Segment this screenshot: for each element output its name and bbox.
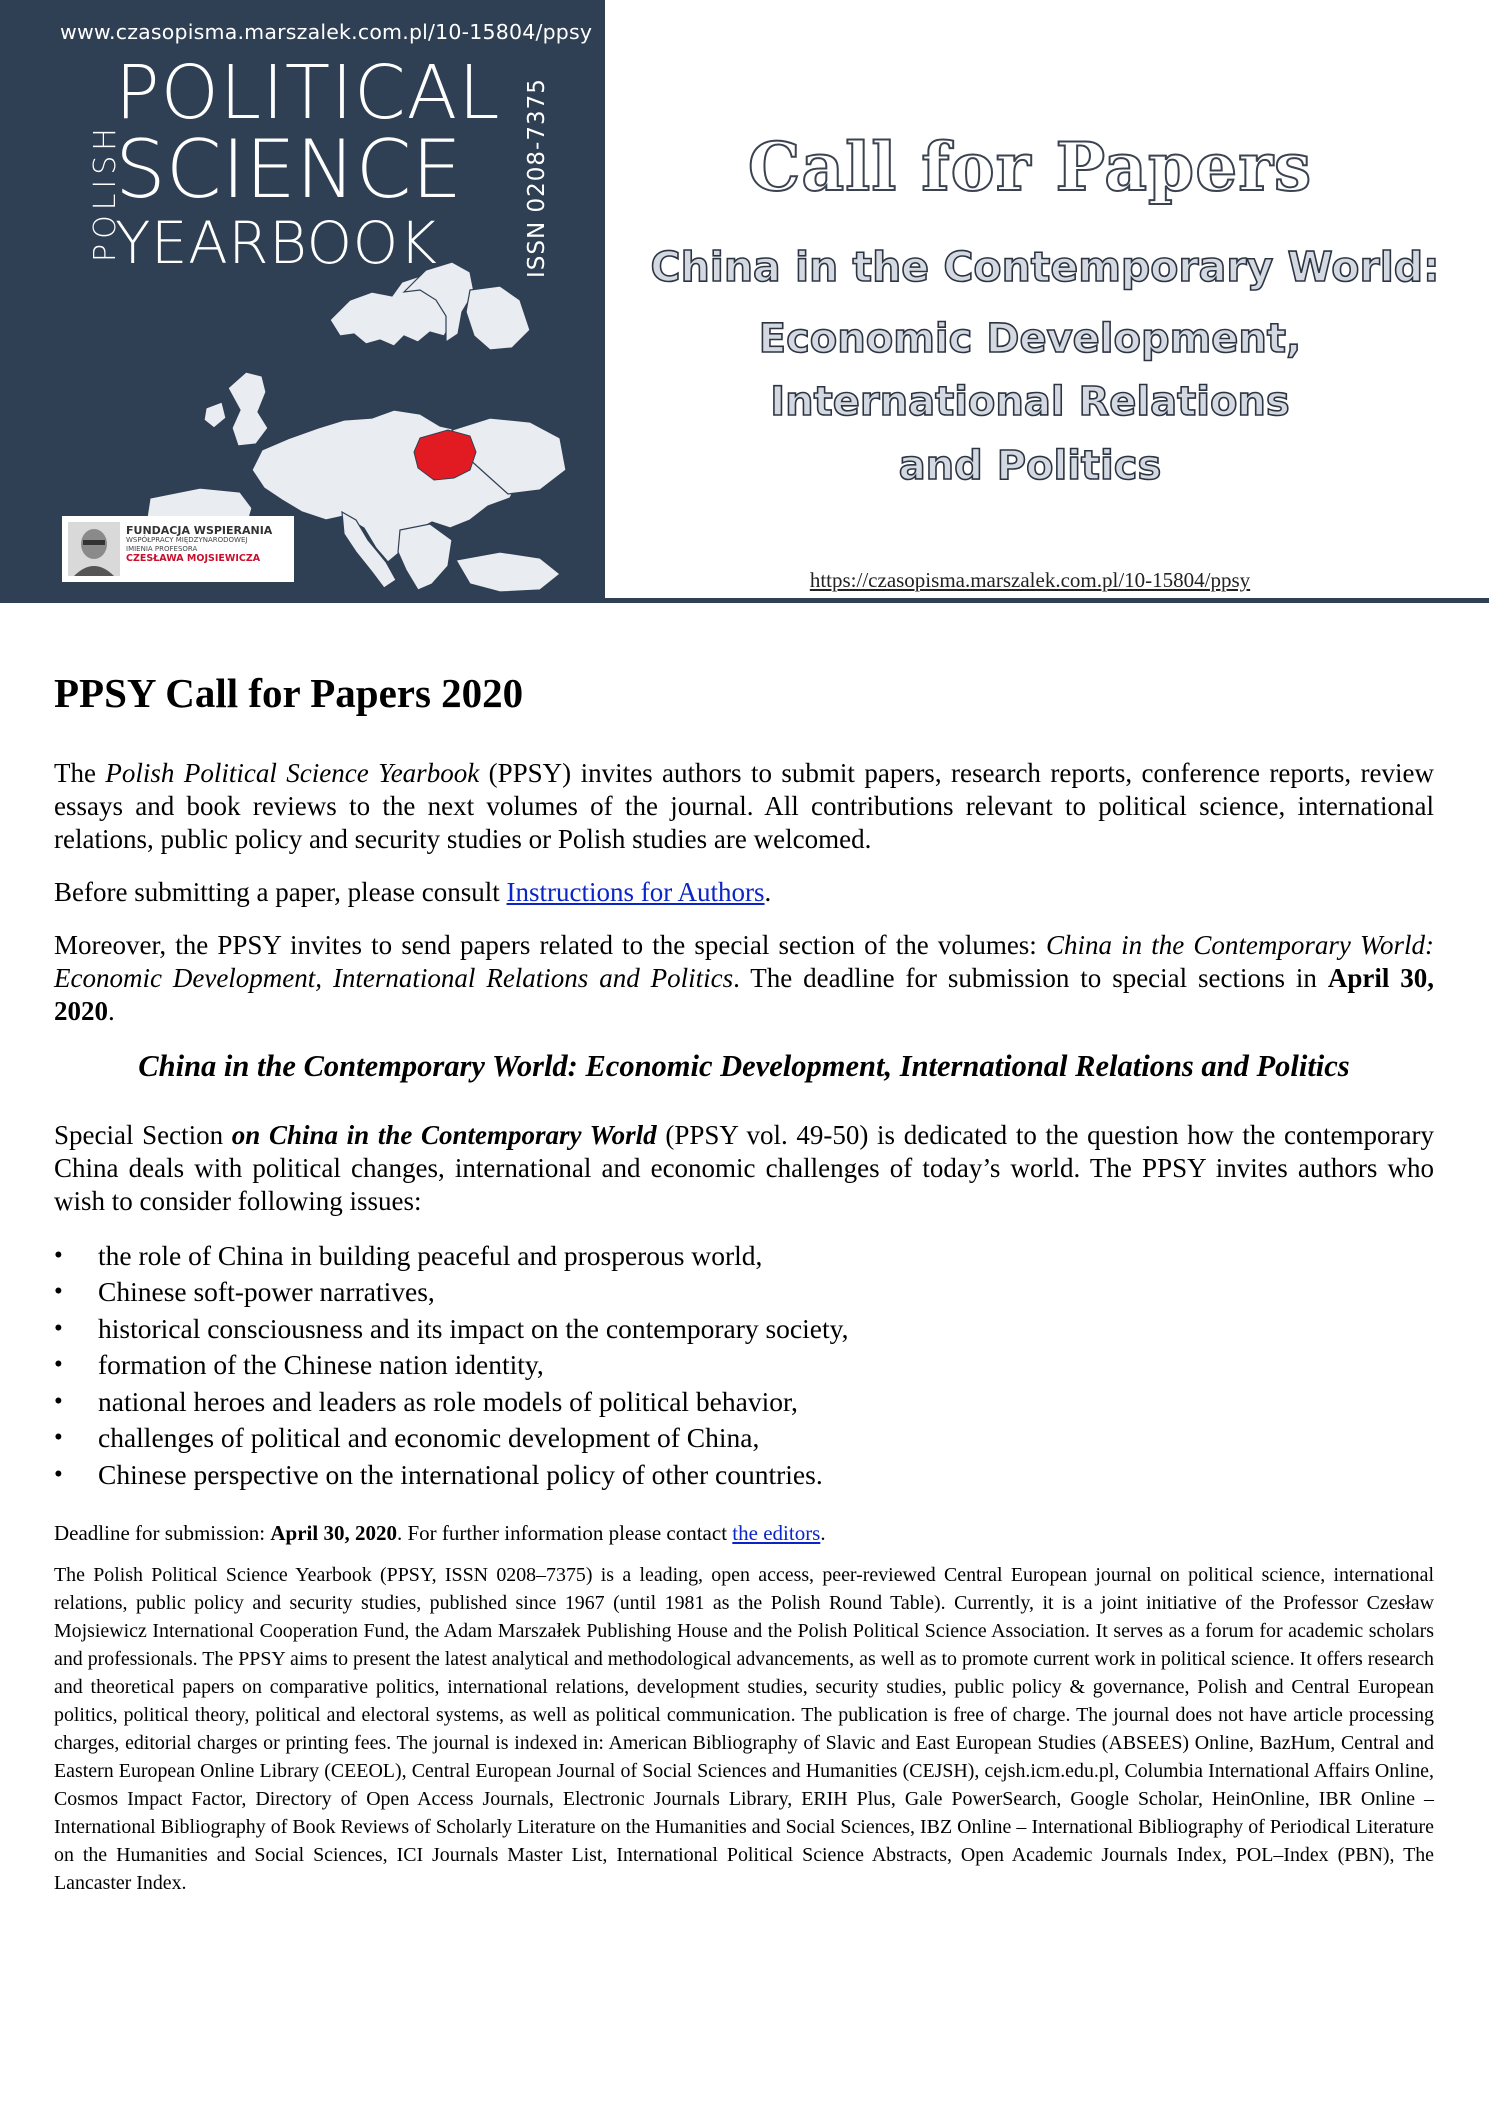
editors-link[interactable]: the editors xyxy=(732,1521,821,1546)
cover-url: www.czasopisma.marszalek.com.pl/10-15804/ppsy xyxy=(60,20,593,44)
cover-journal-title xyxy=(115,50,501,277)
list-item: • challenges of political and economic development of China, xyxy=(54,1420,1434,1457)
deadline-label: Deadline for submission: xyxy=(54,1521,271,1546)
special-text: Moreover, the PPSY invites to send papers related to the special section of the volumes: xyxy=(54,930,1046,961)
section-desc-start: Special Section xyxy=(54,1119,232,1150)
instructions-text: Before submitting a paper, please consult xyxy=(54,877,507,908)
foundation-line2: WSPÓŁPRACY MIĘDZYNARODOWEJ xyxy=(126,536,248,544)
intro-rest: (PPSY) invites authors to submit papers, research reports, conference reports, review essays and book reviews to the next volumes of the journal. All contributions relevant to political science, international relations, public policy and security studies or Polish studies are welcomed. xyxy=(54,758,1434,855)
cover-title-line2: SCIENCE xyxy=(115,123,463,216)
list-item: • national heroes and leaders as role models of political behavior, xyxy=(54,1384,1434,1421)
deadline-rest: . For further information please contact xyxy=(396,1521,733,1546)
issues-list xyxy=(54,1238,1434,1494)
journal-website-link[interactable]: https://czasopisma.marszalek.com.pl/10-15804/ppsy xyxy=(809,568,1251,592)
deadline-end: . xyxy=(820,1521,826,1546)
banner-subtitle-line2: Economic Development, xyxy=(758,316,1302,362)
journal-cover xyxy=(0,0,605,603)
special-section-paragraph xyxy=(54,929,1434,1028)
banner-subtitle-line1: China in the Contemporary World: xyxy=(650,243,1440,291)
main-content xyxy=(54,670,1434,1897)
about-journal-paragraph: The Polish Political Science Yearbook (PPSY, ISSN 0208–7375) is a leading, open access, peer-reviewed Central European journal on political science, international relations, public policy and security studies, published since 1967 (until 1981 as the Polish Round Table). Currently, it is a joint initiative of the Professor Czesław Mojsiewicz International Cooperation Fund, the Adam Marszałek Publishing House and the Polish Political Science Association. It serves as a forum for academic scholars and professionals. The PPSY aims to present the latest analytical and methodological advancements, as well as to promote current work in political science. It offers research and theoretical papers on comparative politics, international relations, development studies, security studies, public policy & governance, Polish and Central European politics, political theory, political and electoral systems, as well as political communication. The publication is free of charge. The journal does not have article processing charges, editorial charges or printing fees. The journal is indexed in: American Bibliography of Slavic and East European Studies (ABSEES) Online, BazHum, Central and Eastern European Online Library (CEEOL), Central European Journal of Social Sciences and Humanities (CEJSH), cejsh.icm.edu.pl, Columbia International Affairs Online, Cosmos Impact Factor, Directory of Open Access Journals, Electronic Journals Library, ERIH Plus, Gale PowerSearch, Google Scholar, HeinOnline, IBR Online – International Bibliography of Book Reviews of Scholarly Literature on the Humanities and Social Sciences, IBZ Online – International Bibliography of Periodical Literature on the Humanities and Social Sciences, ICI Journals Master List, International Political Science Abstracts, Open Academic Journals Index, POL–Index (PBN), The Lancaster Index. xyxy=(54,1564,1434,1895)
special-end: . xyxy=(108,996,115,1027)
deadline-date: April 30, 2020 xyxy=(270,1521,397,1546)
intro-paragraph xyxy=(54,757,1434,856)
deadline-paragraph xyxy=(54,1519,1434,1547)
instructions-end: . xyxy=(764,877,772,908)
section-description xyxy=(54,1119,1434,1218)
cover-polish-vertical: POLISH xyxy=(88,123,123,262)
list-item: • the role of China in building peaceful and prosperous world, xyxy=(54,1238,1434,1275)
foundation-logo xyxy=(62,516,294,582)
foundation-line3: IMIENIA PROFESORA xyxy=(126,544,198,553)
special-section-title: China in the Contemporary World: Economic Development, International Relations and Politics xyxy=(54,930,1434,994)
foundation-line1: FUNDACJA WSPIERANIA xyxy=(126,524,273,537)
call-for-papers-title: Call for Papers xyxy=(747,128,1313,206)
banner-subtitle-line4: and Politics xyxy=(898,443,1162,489)
special-deadline-date: April 30, 2020 xyxy=(54,963,1434,1027)
list-item: • Chinese perspective on the international policy of other countries. xyxy=(54,1457,1434,1494)
foundation-line4: CZESŁAWA MOJSIEWICZA xyxy=(126,553,261,564)
intro-the: The xyxy=(54,758,106,789)
banner-divider xyxy=(0,598,1489,603)
cover-title-line1: POLITICAL xyxy=(115,50,501,136)
cover-title-line3: YEARBOOK xyxy=(115,209,438,277)
instructions-for-authors-link[interactable]: Instructions for Authors xyxy=(506,877,765,908)
instructions-paragraph xyxy=(54,876,1434,909)
list-item: • historical consciousness and its impact on the contemporary society, xyxy=(54,1311,1434,1348)
list-item: • formation of the Chinese nation identity, xyxy=(54,1347,1434,1384)
banner-title-area xyxy=(605,0,1489,603)
portrait-image xyxy=(68,522,120,576)
cover-issn-vertical: ISSN 0208-7375 xyxy=(524,78,550,278)
banner-subtitle-line3: International Relations xyxy=(770,379,1290,425)
list-item: • Chinese soft-power narratives, xyxy=(54,1274,1434,1311)
header-banner xyxy=(0,0,1489,603)
section-desc-bold: on China in the Contemporary World xyxy=(231,1119,657,1150)
section-desc-rest: (PPSY vol. 49-50) is dedicated to the question how the contemporary China deals with political changes, international and economic challenges of today’s world. The PPSY invites authors who wish to consider following issues: xyxy=(54,1119,1434,1216)
journal-name: Polish Political Science Yearbook xyxy=(105,758,480,789)
section-heading: China in the Contemporary World: Economic Development, International Relations and Politics xyxy=(138,1049,1350,1084)
special-mid: . The deadline for submission to special sections in xyxy=(733,963,1328,994)
foundation-text xyxy=(126,525,292,564)
page-title: PPSY Call for Papers 2020 xyxy=(54,670,524,716)
